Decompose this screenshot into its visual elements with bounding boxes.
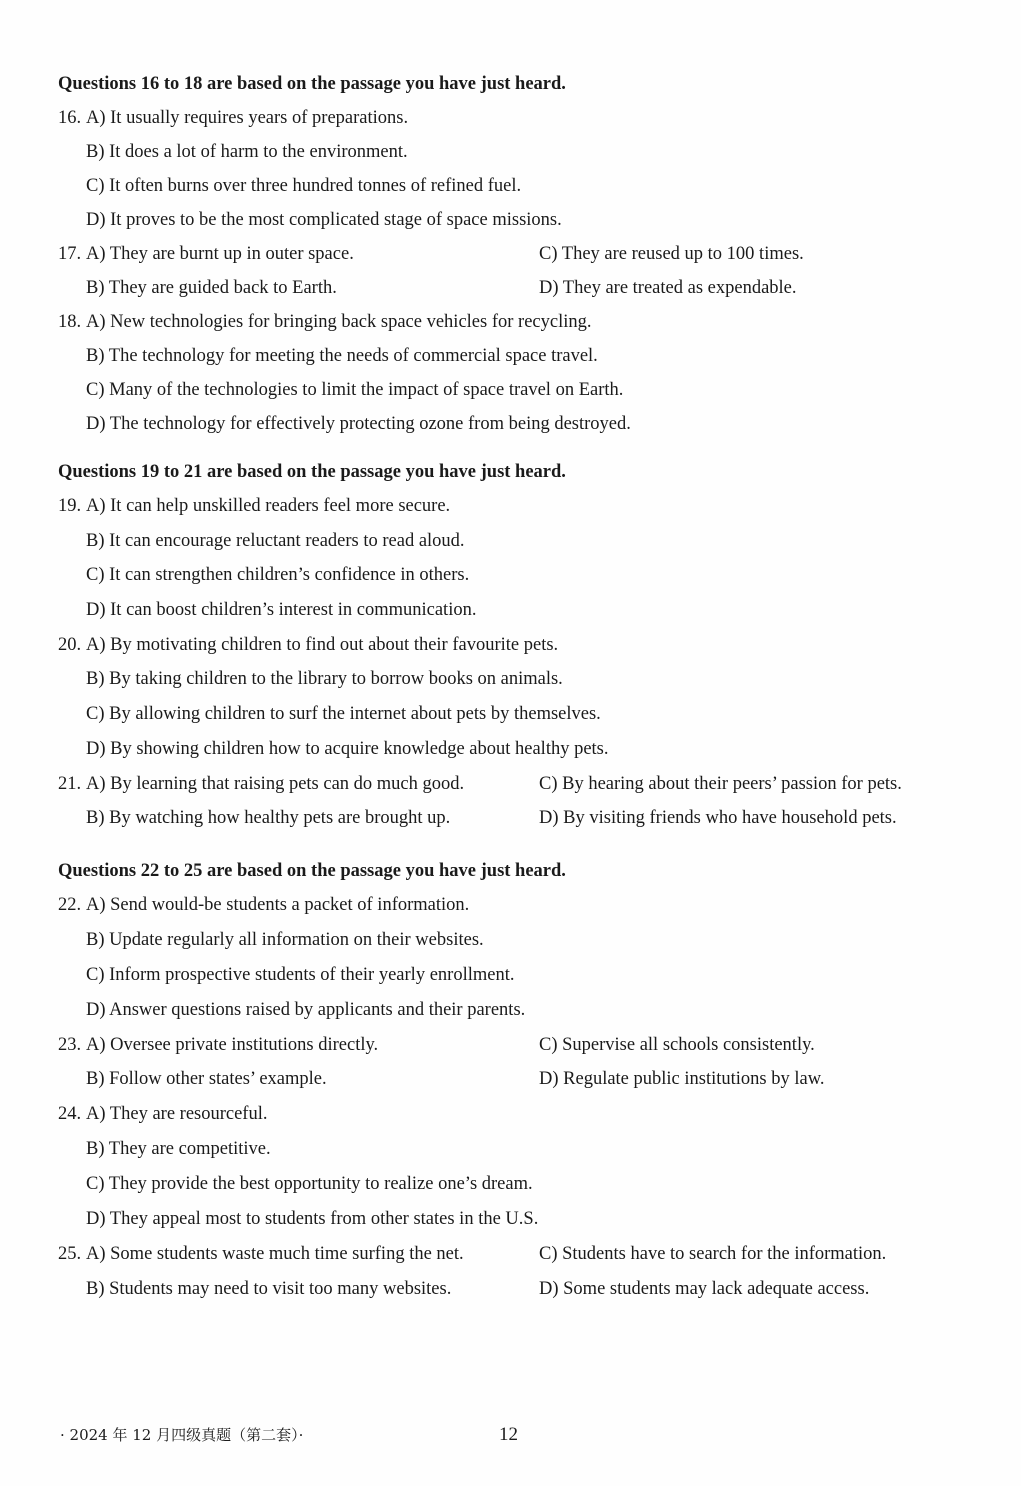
option-d: D) Some students may lack adequate access. xyxy=(539,1278,870,1299)
option-c: C) Supervise all schools consistently. xyxy=(539,1034,815,1055)
option-d: D) It can boost children’s interest in communication. xyxy=(86,600,477,621)
section-title: Questions 16 to 18 are based on the passage you have just heard. xyxy=(58,74,566,94)
question-25 xyxy=(58,1237,958,1272)
option-a: A) By learning that raising pets can do much good. xyxy=(86,773,465,794)
option-row xyxy=(58,1062,958,1097)
option-row xyxy=(58,662,958,697)
question-20 xyxy=(58,628,958,663)
question-17 xyxy=(58,237,958,271)
option-c: C) Students have to search for the information. xyxy=(539,1243,887,1264)
option-d: D) By showing children how to acquire knowledge about healthy pets. xyxy=(86,738,609,759)
section-22-25 xyxy=(58,854,958,1307)
option-a: A) By motivating children to find out about their favourite pets. xyxy=(86,634,559,655)
option-a: A) They are resourceful. xyxy=(86,1104,268,1125)
question-number: 24. xyxy=(58,1104,82,1125)
option-b: B) By taking children to the library to borrow books on animals. xyxy=(86,669,563,690)
section-title: Questions 19 to 21 are based on the passage you have just heard. xyxy=(58,462,566,482)
section-title: Questions 22 to 25 are based on the passage you have just heard. xyxy=(58,861,566,881)
question-24 xyxy=(58,1097,958,1132)
option-row xyxy=(58,801,958,836)
option-row xyxy=(58,1202,958,1237)
question-22 xyxy=(58,888,958,923)
option-row xyxy=(58,923,958,958)
option-b: B) They are guided back to Earth. xyxy=(86,278,337,298)
option-a: A) It usually requires years of preparations. xyxy=(86,108,409,128)
option-row xyxy=(58,271,958,305)
option-row xyxy=(58,524,958,559)
question-number: 20. xyxy=(58,634,82,655)
option-row xyxy=(58,732,958,767)
question-16 xyxy=(58,101,958,135)
question-23 xyxy=(58,1028,958,1063)
option-d: D) Answer questions raised by applicants and their parents. xyxy=(86,999,526,1020)
option-row xyxy=(58,373,958,407)
option-d: D) They appeal most to students from other states in the U.S. xyxy=(86,1209,539,1230)
question-19 xyxy=(58,489,958,524)
option-b: B) Update regularly all information on their websites. xyxy=(86,929,484,950)
option-row xyxy=(58,169,958,203)
option-row xyxy=(58,1132,958,1167)
option-a: A) Oversee private institutions directly. xyxy=(86,1034,379,1055)
question-number: 23. xyxy=(58,1034,82,1055)
option-d: D) They are treated as expendable. xyxy=(539,278,797,298)
question-21 xyxy=(58,767,958,802)
option-row xyxy=(58,558,958,593)
question-number: 22. xyxy=(58,895,82,915)
option-row xyxy=(58,203,958,237)
option-d: D) The technology for effectively protecting ozone from being destroyed. xyxy=(86,414,631,434)
option-d: D) By visiting friends who have household pets. xyxy=(539,808,897,829)
option-b: B) They are competitive. xyxy=(86,1139,271,1160)
option-row xyxy=(58,697,958,732)
option-b: B) By watching how healthy pets are brought up. xyxy=(86,808,451,829)
option-b: B) It can encourage reluctant readers to read aloud. xyxy=(86,530,465,551)
option-row xyxy=(58,1272,958,1307)
option-b: B) Students may need to visit too many websites. xyxy=(86,1278,452,1299)
option-a: A) Send would-be students a packet of information. xyxy=(86,895,470,915)
option-d: D) It proves to be the most complicated stage of space missions. xyxy=(86,210,562,230)
option-c: C) Inform prospective students of their yearly enrollment. xyxy=(86,964,515,985)
option-row xyxy=(58,993,958,1028)
section-19-21 xyxy=(58,455,958,836)
option-row xyxy=(58,339,958,373)
section-16-18 xyxy=(58,67,958,441)
option-c: C) By allowing children to surf the internet about pets by themselves. xyxy=(86,704,601,725)
option-c: C) They are reused up to 100 times. xyxy=(539,244,804,264)
option-row xyxy=(58,407,958,441)
option-c: C) They provide the best opportunity to realize one’s dream. xyxy=(86,1174,533,1195)
option-c: C) It often burns over three hundred tonnes of refined fuel. xyxy=(86,176,522,196)
question-number: 25. xyxy=(58,1243,82,1264)
option-c: C) Many of the technologies to limit the impact of space travel on Earth. xyxy=(86,380,624,400)
option-a: A) New technologies for bringing back space vehicles for recycling. xyxy=(86,312,592,332)
option-b: B) The technology for meeting the needs of commercial space travel. xyxy=(86,346,598,366)
option-d: D) Regulate public institutions by law. xyxy=(539,1069,825,1090)
page-number: 12 xyxy=(499,1424,518,1445)
option-c: C) It can strengthen children’s confidence in others. xyxy=(86,565,470,586)
question-number: 21. xyxy=(58,773,82,794)
question-number: 17. xyxy=(58,244,82,264)
question-number: 16. xyxy=(58,108,82,128)
option-row xyxy=(58,1167,958,1202)
option-a: A) They are burnt up in outer space. xyxy=(86,244,354,264)
option-a: A) It can help unskilled readers feel more secure. xyxy=(86,496,451,516)
question-number: 19. xyxy=(58,496,82,516)
option-row xyxy=(58,135,958,169)
option-c: C) By hearing about their peers’ passion for pets. xyxy=(539,773,902,794)
option-b: B) Follow other states’ example. xyxy=(86,1069,327,1090)
option-row xyxy=(58,593,958,628)
question-18 xyxy=(58,305,958,339)
footer-source: · 2024 年 12 月四级真题（第二套）· xyxy=(60,1426,304,1444)
option-row xyxy=(58,958,958,993)
option-b: B) It does a lot of harm to the environment. xyxy=(86,142,408,162)
question-number: 18. xyxy=(58,312,82,332)
option-a: A) Some students waste much time surfing the net. xyxy=(86,1243,464,1264)
